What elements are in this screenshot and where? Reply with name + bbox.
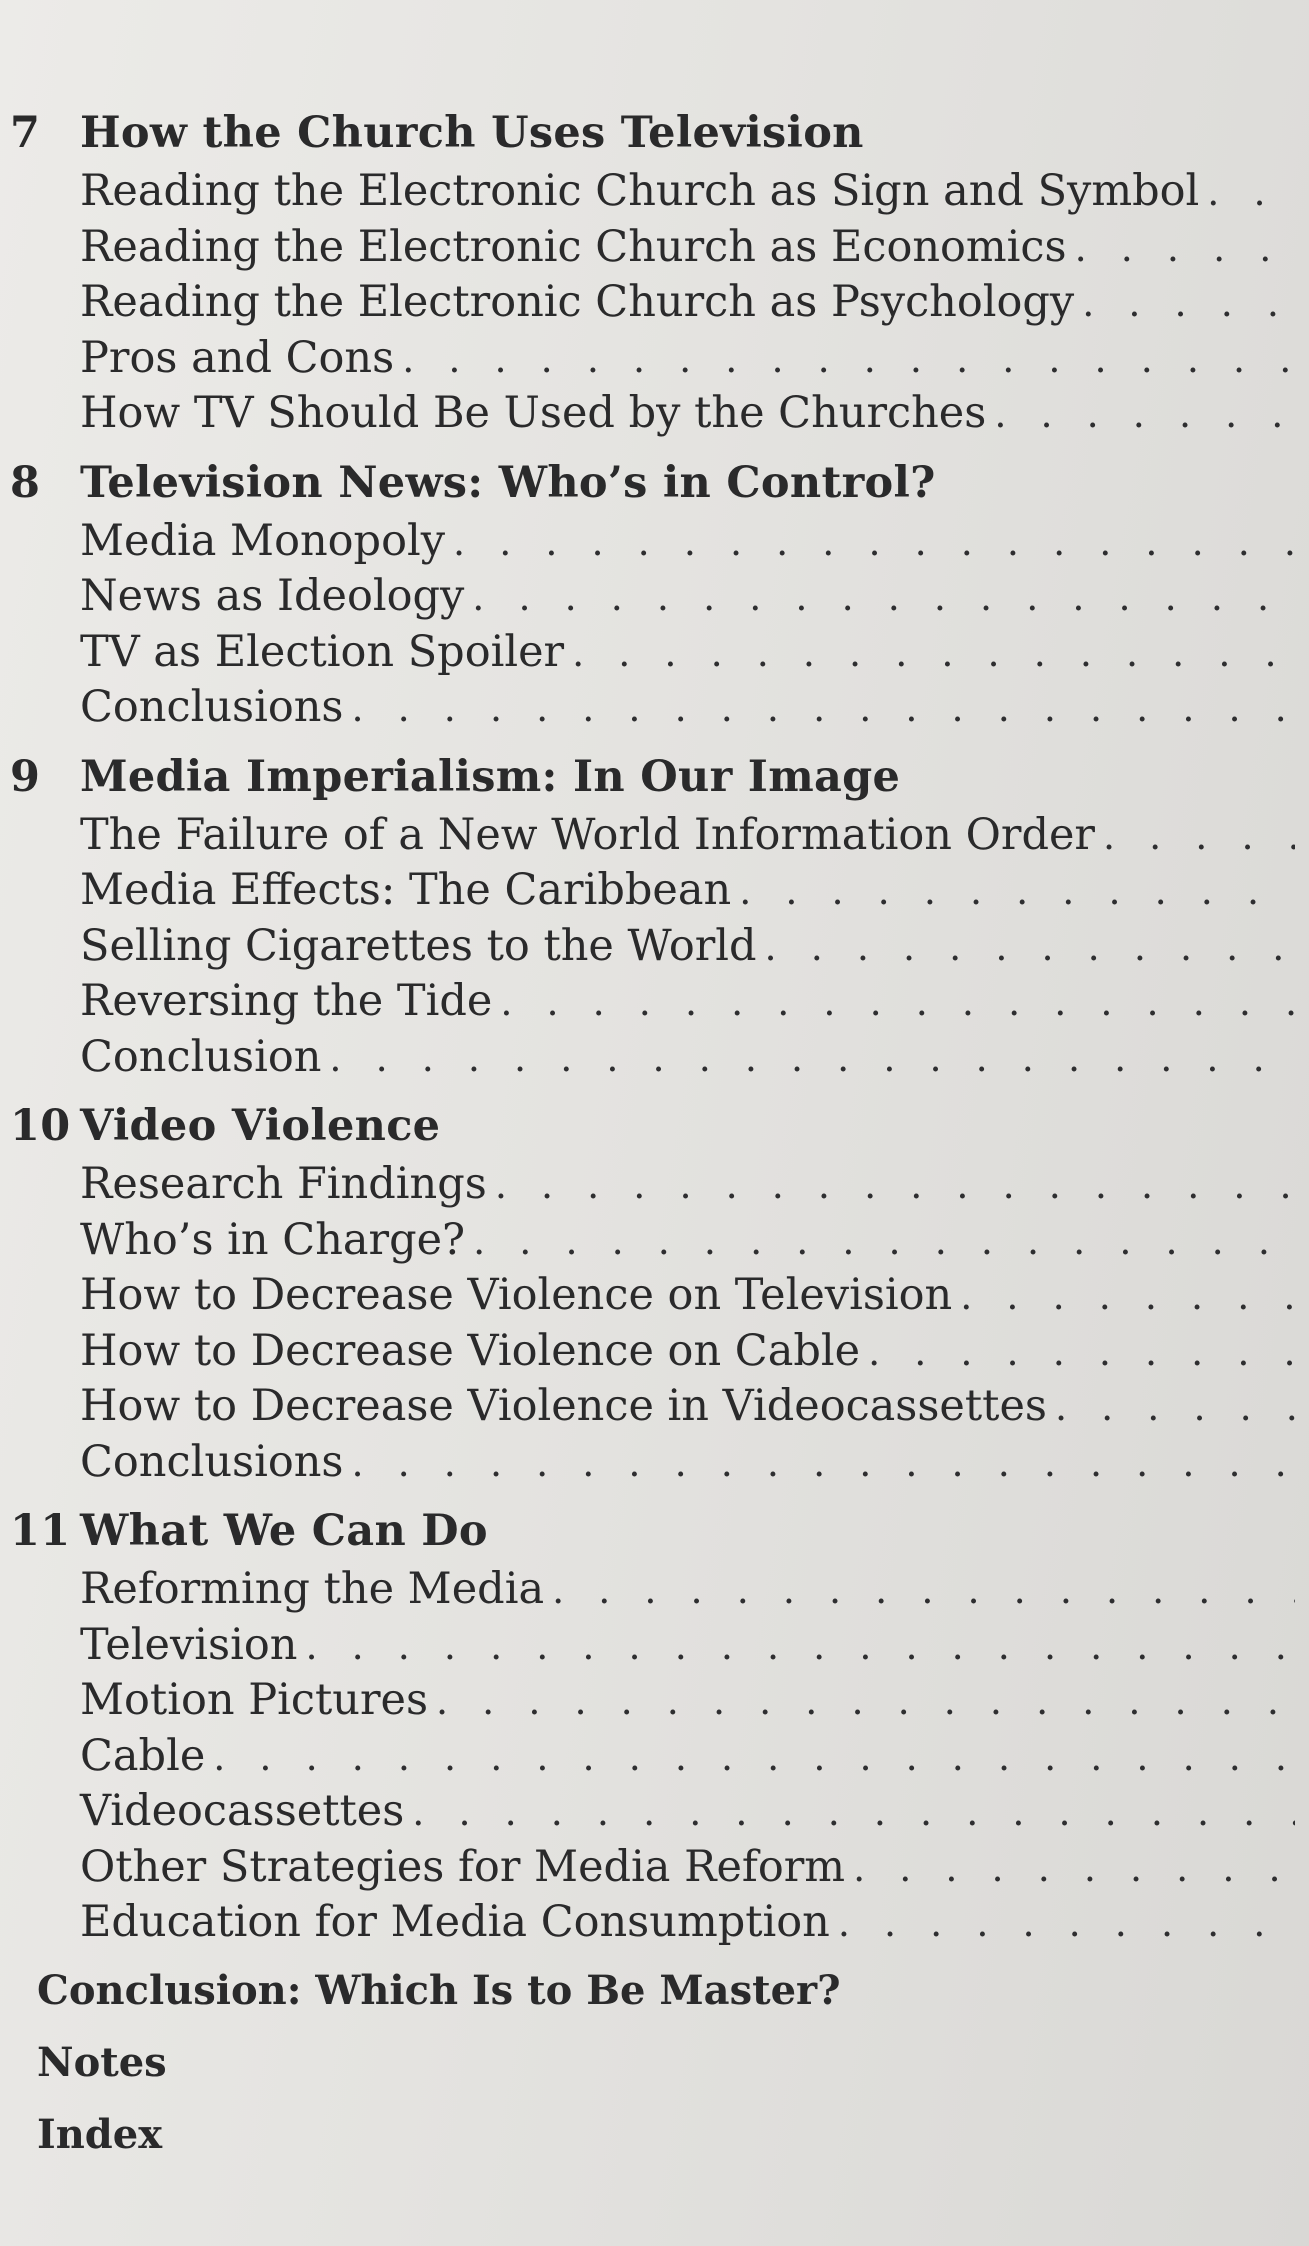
dot-leader bbox=[960, 1274, 1295, 1318]
section-entry bbox=[10, 1381, 1295, 1437]
chapter-title: Television News: Who’s in Control? bbox=[80, 457, 936, 508]
section-entry bbox=[10, 865, 1295, 921]
chapter-title: Media Imperialism: In Our Image bbox=[80, 751, 901, 802]
section-title: Other Strategies for Media Reform bbox=[80, 1841, 846, 1892]
section-entry bbox=[10, 1326, 1295, 1382]
dot-leader bbox=[572, 631, 1295, 675]
chapter-block bbox=[10, 1506, 1295, 1953]
section-entry bbox=[10, 1897, 1295, 1953]
back-matter-entry: Notes bbox=[37, 2038, 167, 2086]
chapter-title: What We Can Do bbox=[80, 1506, 488, 1556]
back-matter-entry: Index bbox=[37, 2110, 163, 2158]
section-title: Pros and Cons bbox=[80, 332, 395, 383]
section-title: Reading the Electronic Church as Economics bbox=[80, 221, 1067, 272]
dot-leader bbox=[495, 1163, 1295, 1207]
dot-leader bbox=[472, 575, 1295, 619]
section-entry bbox=[10, 1032, 1295, 1088]
section-title: Media Monopoly bbox=[80, 515, 446, 566]
dot-leader bbox=[1055, 1385, 1295, 1429]
chapter-title: Video Violence bbox=[80, 1101, 441, 1151]
section-title: Conclusions bbox=[80, 1436, 344, 1487]
chapter-number: 11 bbox=[10, 1506, 71, 1556]
section-entry bbox=[10, 1564, 1295, 1620]
dot-leader bbox=[1075, 226, 1295, 270]
dot-leader bbox=[552, 1568, 1295, 1612]
section-entry bbox=[10, 1786, 1295, 1842]
section-entry bbox=[10, 1675, 1295, 1731]
dot-leader bbox=[436, 1679, 1295, 1723]
dot-leader bbox=[305, 1624, 1295, 1668]
section-title: Education for Media Consumption bbox=[80, 1897, 830, 1947]
section-entry bbox=[10, 166, 1295, 222]
dot-leader bbox=[412, 1790, 1295, 1834]
section-entry bbox=[10, 1270, 1295, 1326]
section-entry bbox=[10, 1437, 1295, 1493]
dot-leader bbox=[1103, 814, 1295, 858]
chapter-heading bbox=[10, 108, 1295, 166]
section-title: Reforming the Media bbox=[80, 1564, 545, 1614]
section-title: Media Effects: The Caribbean bbox=[80, 865, 732, 915]
chapter-heading bbox=[10, 1101, 1295, 1159]
section-entry bbox=[10, 571, 1295, 627]
chapter-number: 7 bbox=[10, 108, 41, 158]
section-entry bbox=[10, 516, 1295, 572]
section-entry bbox=[10, 1842, 1295, 1898]
section-entry bbox=[10, 388, 1295, 444]
chapter-heading bbox=[10, 752, 1295, 810]
section-entry bbox=[10, 222, 1295, 278]
dot-leader bbox=[994, 392, 1295, 436]
section-title: Motion Pictures bbox=[80, 1675, 429, 1725]
section-title: How TV Should Be Used by the Churches bbox=[80, 388, 987, 438]
section-title: Selling Cigarettes to the World bbox=[80, 920, 757, 971]
section-title: Reading the Electronic Church as Sign and Symbol bbox=[80, 166, 1200, 216]
section-entry bbox=[10, 810, 1295, 866]
chapter-block bbox=[10, 108, 1295, 444]
chapter-heading bbox=[10, 1506, 1295, 1564]
section-title: How to Decrease Violence in Videocassettes bbox=[80, 1381, 1047, 1431]
chapter-heading bbox=[10, 458, 1295, 516]
dot-leader bbox=[329, 1036, 1295, 1080]
section-title: TV as Election Spoiler bbox=[80, 626, 565, 677]
dot-leader bbox=[351, 686, 1295, 730]
section-title: How to Decrease Violence on Cable bbox=[80, 1325, 861, 1376]
dot-leader bbox=[1207, 170, 1295, 214]
dot-leader bbox=[500, 980, 1295, 1024]
dot-leader bbox=[853, 1846, 1295, 1890]
dot-leader bbox=[213, 1735, 1295, 1779]
dot-leader bbox=[402, 337, 1295, 381]
section-title: Videocassettes bbox=[80, 1786, 405, 1836]
section-title: Cable bbox=[80, 1730, 206, 1781]
chapter-number: 10 bbox=[10, 1101, 71, 1151]
back-matter-entry: Conclusion: Which Is to Be Master? bbox=[37, 1966, 841, 2014]
section-entry bbox=[10, 976, 1295, 1032]
section-entry bbox=[10, 1215, 1295, 1271]
section-entry bbox=[10, 627, 1295, 683]
section-entry bbox=[10, 1159, 1295, 1215]
section-title: Reversing the Tide bbox=[80, 976, 493, 1026]
section-title: News as Ideology bbox=[80, 571, 465, 621]
chapter-block bbox=[10, 1101, 1295, 1492]
section-entry bbox=[10, 682, 1295, 738]
section-title: How to Decrease Violence on Television bbox=[80, 1270, 953, 1320]
table-of-contents bbox=[10, 108, 1295, 2183]
dot-leader bbox=[1082, 281, 1295, 325]
dot-leader bbox=[351, 1441, 1295, 1485]
back-matter bbox=[10, 1967, 1295, 2183]
chapter-title: How the Church Uses Television bbox=[80, 108, 864, 158]
section-entry bbox=[10, 1731, 1295, 1787]
section-title: Conclusion bbox=[80, 1031, 322, 1082]
section-title: Television bbox=[80, 1619, 298, 1670]
dot-leader bbox=[453, 520, 1295, 564]
dot-leader bbox=[838, 1901, 1295, 1945]
section-title: Who’s in Charge? bbox=[80, 1214, 466, 1265]
chapter-number: 9 bbox=[10, 751, 41, 802]
section-entry bbox=[10, 921, 1295, 977]
section-entry bbox=[10, 333, 1295, 389]
section-title: The Failure of a New World Information Order bbox=[80, 809, 1095, 860]
chapter-block bbox=[10, 458, 1295, 738]
chapter-block bbox=[10, 752, 1295, 1088]
section-entry bbox=[10, 1620, 1295, 1676]
section-entry bbox=[10, 277, 1295, 333]
dot-leader bbox=[868, 1330, 1295, 1374]
dot-leader bbox=[473, 1219, 1295, 1263]
dot-leader bbox=[739, 869, 1295, 913]
section-title: Research Findings bbox=[80, 1159, 487, 1209]
chapter-number: 8 bbox=[10, 457, 41, 508]
dot-leader bbox=[765, 925, 1295, 969]
section-title: Reading the Electronic Church as Psychology bbox=[80, 277, 1075, 327]
section-title: Conclusions bbox=[80, 682, 344, 732]
